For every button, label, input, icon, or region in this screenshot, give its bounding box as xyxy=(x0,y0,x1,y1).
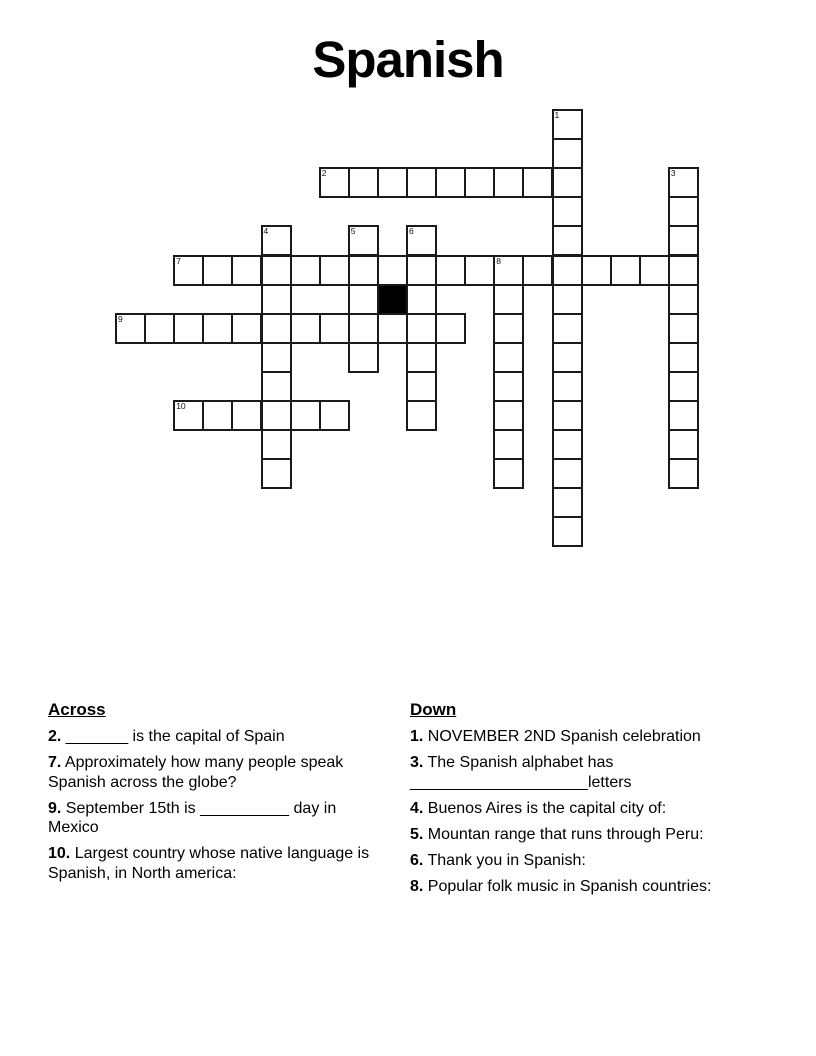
grid-cell[interactable] xyxy=(494,430,523,459)
grid-cell[interactable] xyxy=(553,517,582,546)
grid-cell[interactable] xyxy=(669,430,698,459)
grid-cell[interactable] xyxy=(611,256,640,285)
grid-cell[interactable] xyxy=(232,401,261,430)
cell-number: 7 xyxy=(176,255,181,266)
grid-cell[interactable] xyxy=(116,314,145,343)
grid-cell[interactable] xyxy=(553,197,582,226)
across-header: Across xyxy=(48,700,106,719)
grid-cell[interactable] xyxy=(553,110,582,139)
grid-cell[interactable] xyxy=(669,314,698,343)
cell-number: 10 xyxy=(176,401,186,411)
grid-cell[interactable] xyxy=(262,401,291,430)
grid-cell[interactable] xyxy=(174,401,203,430)
grid-cell[interactable] xyxy=(174,314,203,343)
grid-cell[interactable] xyxy=(378,314,407,343)
grid-cell[interactable] xyxy=(262,372,291,401)
clue-number: 7. xyxy=(48,754,62,771)
grid-cell[interactable] xyxy=(669,226,698,255)
clue-text: Popular folk music in Spanish countries: xyxy=(427,877,712,895)
down-header: Down xyxy=(410,700,457,719)
grid-cell[interactable] xyxy=(262,343,291,372)
clue-across-2 xyxy=(48,727,372,747)
grid-cell[interactable] xyxy=(553,372,582,401)
grid-cell[interactable] xyxy=(349,168,378,197)
grid-cell[interactable] xyxy=(145,314,174,343)
clue-across-10 xyxy=(48,844,372,883)
clue-down-4 xyxy=(410,799,734,819)
grid-cell[interactable] xyxy=(494,459,523,488)
clue-down-1 xyxy=(410,727,734,747)
grid-cell[interactable] xyxy=(669,285,698,314)
black-cell xyxy=(378,285,407,314)
grid-cell[interactable] xyxy=(436,256,465,285)
grid-cell[interactable] xyxy=(494,343,523,372)
grid-cell[interactable] xyxy=(669,197,698,226)
grid-cell[interactable] xyxy=(407,256,436,285)
clue-text: Buenos Aires is the capital city of: xyxy=(427,799,667,817)
grid-cell[interactable] xyxy=(436,168,465,197)
grid-cell[interactable] xyxy=(553,139,582,168)
cell-number: 6 xyxy=(409,226,414,237)
grid-cell[interactable] xyxy=(553,226,582,255)
grid-cell[interactable] xyxy=(669,168,698,197)
grid-cell[interactable] xyxy=(203,401,232,430)
clue-across-7 xyxy=(48,753,372,792)
grid-cell[interactable] xyxy=(407,314,436,343)
cell-number: 2 xyxy=(321,168,327,179)
grid-cell[interactable] xyxy=(349,314,378,343)
grid-cell[interactable] xyxy=(553,459,582,488)
clue-text: Largest country whose native language is Spanish, in North america: xyxy=(48,845,370,882)
grid-cell[interactable] xyxy=(262,256,291,285)
grid-cell[interactable] xyxy=(553,401,582,430)
grid-cell[interactable] xyxy=(203,256,232,285)
cell-number: 9 xyxy=(118,313,123,324)
grid-cell[interactable] xyxy=(378,168,407,197)
grid-cell[interactable] xyxy=(553,430,582,459)
grid-cell[interactable] xyxy=(320,168,349,197)
grid-cell[interactable] xyxy=(494,401,523,430)
grid-cell[interactable] xyxy=(349,256,378,285)
grid-cell[interactable] xyxy=(523,168,552,197)
puzzle-title: Spanish xyxy=(312,31,504,88)
grid-cell[interactable] xyxy=(378,256,407,285)
grid-cell[interactable] xyxy=(320,401,349,430)
grid-cell[interactable] xyxy=(669,459,698,488)
cell-number: 1 xyxy=(554,110,560,120)
grid-cell[interactable] xyxy=(349,343,378,372)
grid-cell[interactable] xyxy=(262,430,291,459)
grid-cell[interactable] xyxy=(553,285,582,314)
clue-text: NOVEMBER 2ND Spanish celebration xyxy=(427,728,701,745)
grid-cell[interactable] xyxy=(262,226,291,255)
grid-cell[interactable] xyxy=(407,226,436,255)
clue-number: 1. xyxy=(410,728,424,745)
grid-cell[interactable] xyxy=(262,314,291,343)
cell-number: 5 xyxy=(350,226,356,237)
down-clues-section xyxy=(410,700,734,903)
grid-cell[interactable] xyxy=(640,256,669,285)
clue-down-8 xyxy=(410,877,734,897)
grid-cell[interactable] xyxy=(465,256,494,285)
grid-cell[interactable] xyxy=(349,226,378,255)
grid-cell[interactable] xyxy=(669,343,698,372)
grid-cell[interactable] xyxy=(494,372,523,401)
across-clues-section xyxy=(48,700,372,890)
grid-cell[interactable] xyxy=(291,256,320,285)
grid-cell[interactable] xyxy=(407,168,436,197)
grid-cell[interactable] xyxy=(669,372,698,401)
grid-cell[interactable] xyxy=(553,343,582,372)
grid-cell[interactable] xyxy=(494,314,523,343)
clue-across-9 xyxy=(48,799,372,838)
clue-down-6 xyxy=(410,851,734,871)
clue-number: 4. xyxy=(410,799,424,817)
clue-number: 8. xyxy=(410,877,424,895)
grid-cell[interactable] xyxy=(407,401,436,430)
grid-cell[interactable] xyxy=(553,314,582,343)
clue-number: 9. xyxy=(48,799,62,817)
grid-cell[interactable] xyxy=(320,314,349,343)
grid-cell[interactable] xyxy=(407,285,436,314)
grid-cell[interactable] xyxy=(553,256,582,285)
grid-cell[interactable] xyxy=(553,488,582,517)
clue-number: 5. xyxy=(410,825,424,843)
grid-cell[interactable] xyxy=(262,459,291,488)
grid-cell[interactable] xyxy=(494,285,523,314)
grid-cell[interactable] xyxy=(232,256,261,285)
grid-cell[interactable] xyxy=(436,314,465,343)
clue-number: 6. xyxy=(410,851,424,869)
cell-number: 3 xyxy=(670,168,676,179)
clue-text: September 15th is __________ day in Mexico xyxy=(48,799,337,836)
clue-number: 10. xyxy=(48,845,71,862)
grid-cell[interactable] xyxy=(523,256,552,285)
grid-cell[interactable] xyxy=(465,168,494,197)
clue-text: _______ is the capital of Spain xyxy=(65,728,285,745)
clue-text: The Spanish alphabet has ____________________letters xyxy=(410,754,632,791)
grid-cell[interactable] xyxy=(174,256,203,285)
clue-text: Thank you in Spanish: xyxy=(427,851,586,869)
grid-cell[interactable] xyxy=(203,314,232,343)
crossword-grid xyxy=(116,110,698,547)
clue-text: Mountan range that runs through Peru: xyxy=(427,825,704,843)
grid-cell[interactable] xyxy=(232,314,261,343)
clue-number: 2. xyxy=(48,728,62,745)
clue-down-5 xyxy=(410,825,734,845)
grid-cell[interactable] xyxy=(553,168,582,197)
grid-cell[interactable] xyxy=(494,256,523,285)
grid-cell[interactable] xyxy=(291,314,320,343)
grid-cell[interactable] xyxy=(494,168,523,197)
clue-down-3 xyxy=(410,753,734,792)
cell-number: 8 xyxy=(496,255,502,266)
cell-number: 4 xyxy=(263,226,269,237)
clue-number: 3. xyxy=(410,754,424,771)
grid-cell[interactable] xyxy=(262,285,291,314)
grid-cell[interactable] xyxy=(669,401,698,430)
clue-text: Approximately how many people speak Spanish across the globe? xyxy=(48,754,344,791)
grid-cell[interactable] xyxy=(669,256,698,285)
grid-cell[interactable] xyxy=(582,256,611,285)
grid-cell[interactable] xyxy=(407,372,436,401)
grid-cell[interactable] xyxy=(291,401,320,430)
grid-cell[interactable] xyxy=(407,343,436,372)
grid-cell[interactable] xyxy=(349,285,378,314)
grid-cell[interactable] xyxy=(320,256,349,285)
